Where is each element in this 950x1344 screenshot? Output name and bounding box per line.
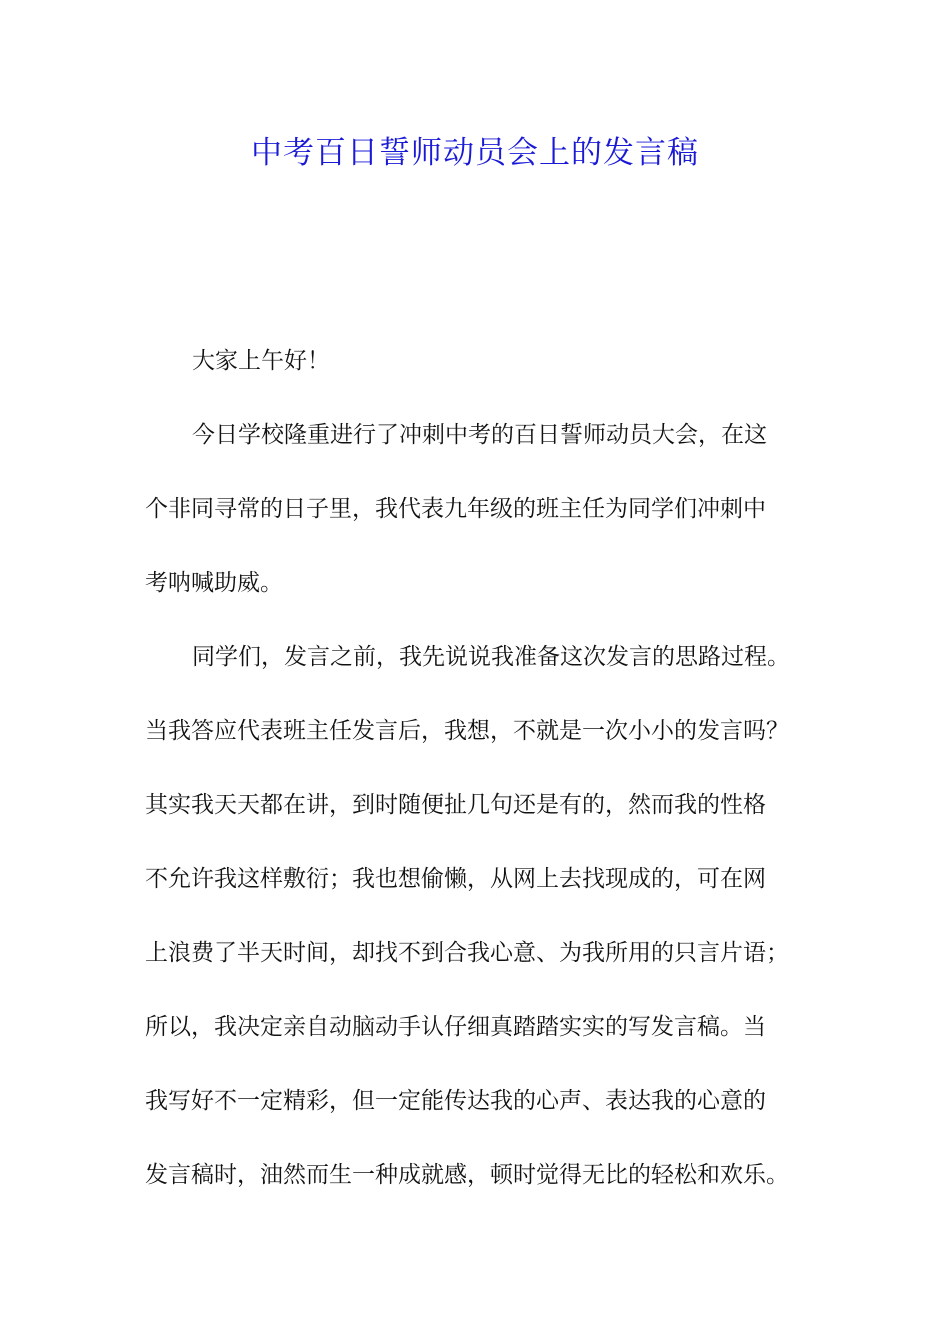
paragraph-line: 个非同寻常的日子里，我代表九年级的班主任为同学们冲刺中	[145, 496, 766, 522]
paragraph-line: 上浪费了半天时间，却找不到合我心意、为我所用的只言片语；	[145, 940, 789, 966]
paragraph-line: 我写好不一定精彩，但一定能传达我的心声、表达我的心意的	[145, 1088, 766, 1114]
paragraph-line: 考呐喊助威。	[145, 570, 283, 596]
paragraph-line: 所以，我决定亲自动脑动手认仔细真踏踏实实的写发言稿。当	[145, 1014, 766, 1040]
paragraph-line: 其实我天天都在讲，到时随便扯几句还是有的，然而我的性格	[145, 792, 766, 818]
document-title: 中考百日誓师动员会上的发言稿	[251, 135, 699, 171]
paragraph-line: 发言稿时，油然而生一种成就感，顿时觉得无比的轻松和欢乐。	[145, 1162, 789, 1188]
paragraph-line: 不允许我这样敷衍；我也想偷懒，从网上去找现成的，可在网	[145, 866, 766, 892]
paragraph-greeting: 大家上午好！	[192, 348, 330, 374]
paragraph-line: 当我答应代表班主任发言后，我想，不就是一次小小的发言吗？	[145, 718, 789, 744]
paragraph-line: 同学们，发言之前，我先说说我准备这次发言的思路过程。	[192, 644, 790, 670]
paragraph-line: 今日学校隆重进行了冲刺中考的百日誓师动员大会，在这	[192, 422, 767, 448]
